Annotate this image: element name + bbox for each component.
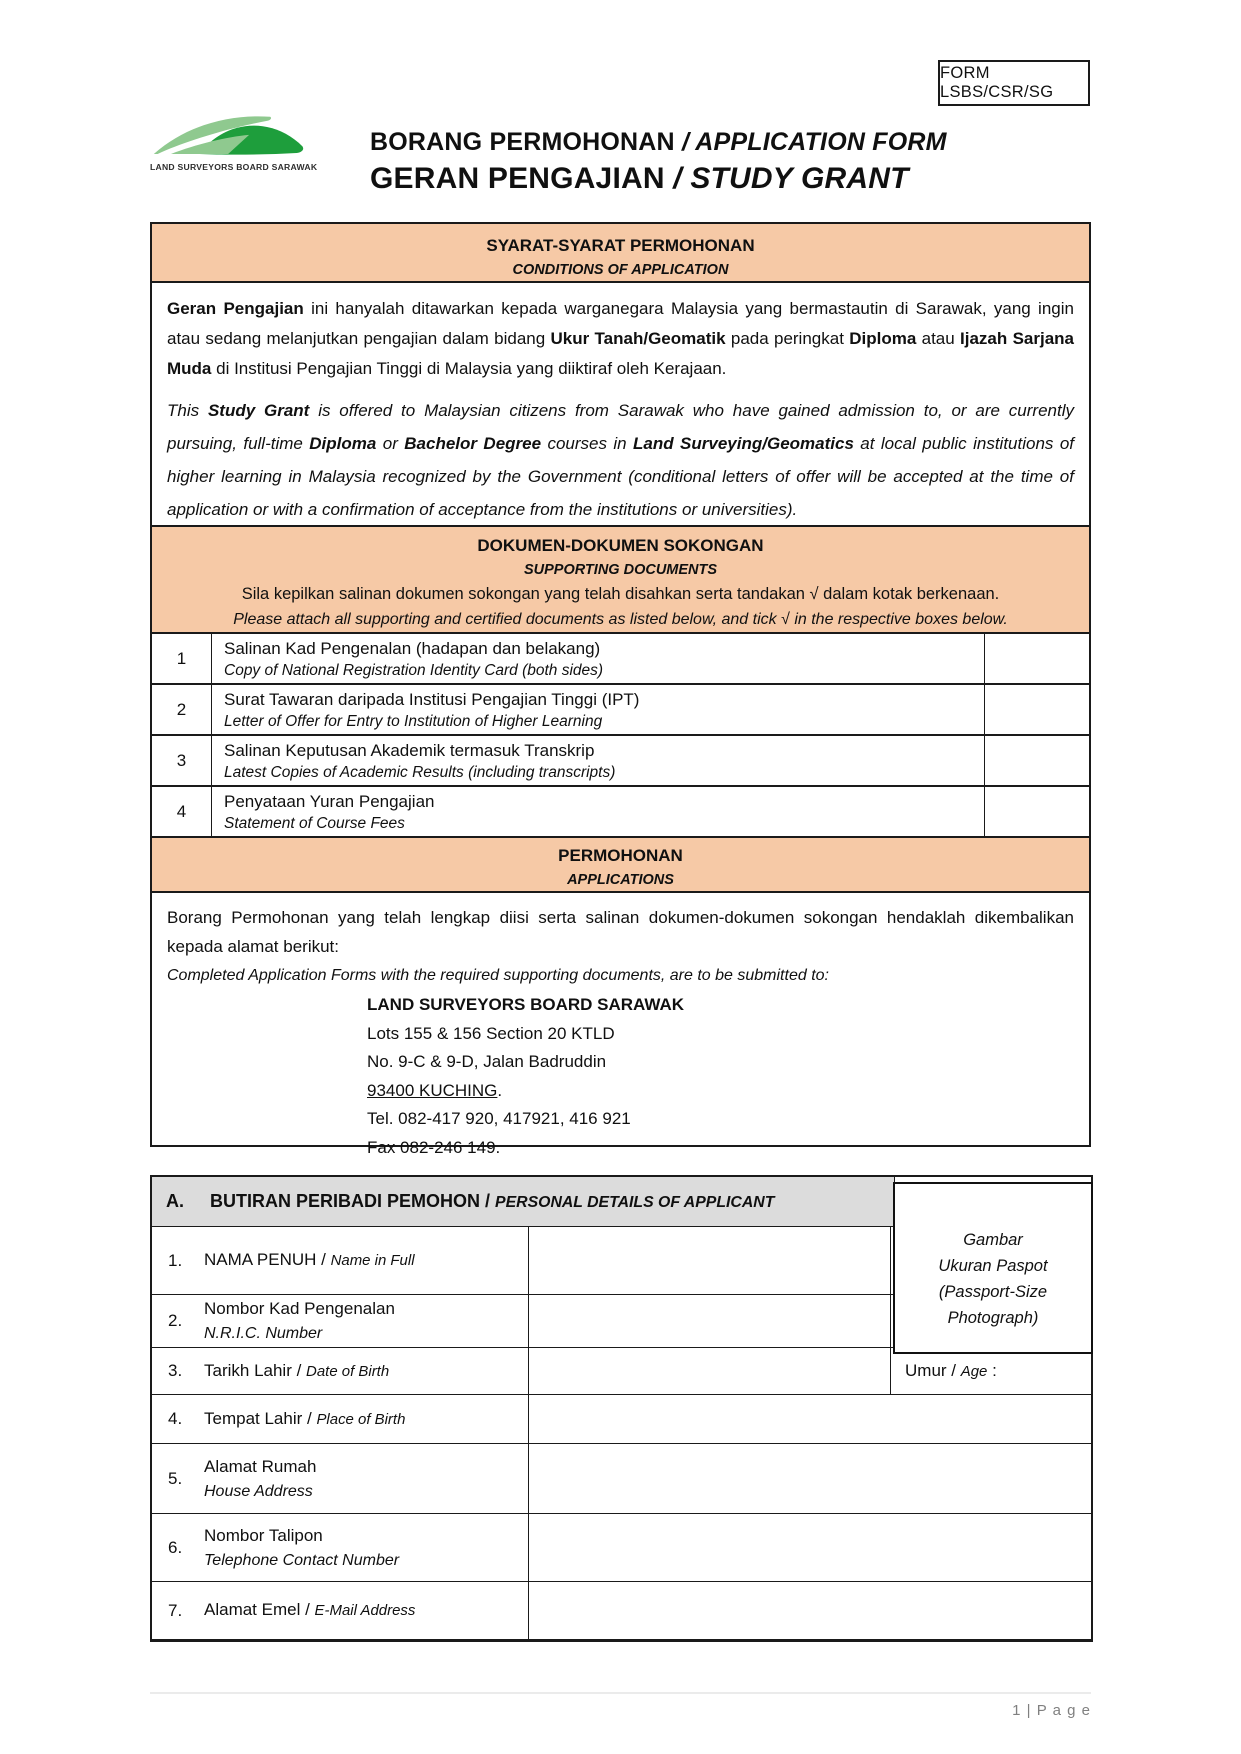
age-cell[interactable] xyxy=(891,1348,1091,1394)
dob-label: Tarikh Lahir / Date of Birth xyxy=(204,1360,390,1380)
photo-box-line-1: Gambar xyxy=(963,1231,1023,1249)
field-row-dob xyxy=(152,1348,1091,1395)
telephone-label-cell xyxy=(152,1514,529,1581)
logo-caption: LAND SURVEYORS BOARD SARAWAK xyxy=(150,162,318,172)
info-table xyxy=(150,222,1091,1157)
document-3-description xyxy=(212,736,984,785)
document-1-tick-box[interactable] xyxy=(984,634,1089,683)
house-address-label-en: House Address xyxy=(204,1482,313,1500)
document-1-title-ms: Salinan Kad Pengenalan (hadapan dan belakang) xyxy=(224,638,601,658)
telephone-input[interactable] xyxy=(529,1514,1091,1581)
telephone-label-ms: Nombor Talipon xyxy=(204,1525,323,1545)
form-code-label: FORM LSBS/CSR/SG xyxy=(940,64,1054,101)
conditions-heading-ms: SYARAT-SYARAT PERMOHONAN xyxy=(486,236,755,255)
document-row-4 xyxy=(152,787,1089,838)
photo-box-line-4: Photograph) xyxy=(947,1309,1039,1327)
place-of-birth-label: Tempat Lahir / Place of Birth xyxy=(204,1408,406,1428)
documents-note-en: Please attach all supporting and certified documents as listed below, and tick √ in the respective boxes below. xyxy=(233,611,1008,628)
place-of-birth-input[interactable] xyxy=(529,1395,1091,1443)
field-row-email xyxy=(152,1582,1091,1640)
address-line-3: No. 9-C & 9-D, Jalan Badruddin xyxy=(367,1052,607,1071)
submission-body xyxy=(152,893,1089,1162)
document-row-1 xyxy=(152,634,1089,685)
documents-heading-en: SUPPORTING DOCUMENTS xyxy=(523,562,718,578)
address-line-5: Tel. 082-417 920, 417921, 416 921 xyxy=(367,1109,631,1128)
document-2-title-ms: Surat Tawaran daripada Institusi Pengajian Tinggi (IPT) xyxy=(224,689,640,709)
address-line-4: 93400 KUCHING. xyxy=(367,1080,503,1100)
nric-input[interactable] xyxy=(529,1295,891,1347)
document-4-number: 4 xyxy=(152,787,212,836)
lsbs-logo-icon xyxy=(150,110,312,156)
document-2-description xyxy=(212,685,984,734)
document-row-3 xyxy=(152,736,1089,787)
age-label: Umur / Age : xyxy=(905,1361,997,1380)
email-label: Alamat Emel / E-Mail Address xyxy=(204,1600,416,1619)
document-3-title-en: Latest Copies of Academic Results (including transcripts) xyxy=(224,763,616,781)
document-1-description xyxy=(212,634,984,683)
footer-divider xyxy=(150,1692,1091,1694)
document-4-tick-box[interactable] xyxy=(984,787,1089,836)
name-label: NAMA PENUH / Name in Full xyxy=(204,1250,415,1269)
document-2-tick-box[interactable] xyxy=(984,685,1089,734)
lsbs-logo xyxy=(150,110,318,172)
house-address-row-number: 5. xyxy=(168,1468,183,1488)
document-4-title-ms: Penyataan Yuran Pengajian xyxy=(224,791,435,811)
document-4-title-en: Statement of Course Fees xyxy=(224,814,405,832)
field-row-house-address xyxy=(152,1444,1091,1514)
nric-label-ms: Nombor Kad Pengenalan xyxy=(204,1299,395,1318)
email-input[interactable] xyxy=(529,1582,1091,1639)
document-1-title-en: Copy of National Registration Identity Card (both sides) xyxy=(224,661,604,679)
page-number: 1 | P a g e xyxy=(1012,1702,1091,1719)
place-of-birth-row-number: 4. xyxy=(168,1409,183,1428)
form-code-box xyxy=(938,60,1090,106)
name-in-full-input[interactable] xyxy=(529,1227,891,1294)
house-address-input[interactable] xyxy=(529,1444,1091,1513)
section-a-letter: A. xyxy=(166,1191,184,1211)
name-label-cell xyxy=(152,1227,529,1294)
document-2-title-en: Letter of Offer for Entry to Institution of Higher Learning xyxy=(224,712,603,730)
conditions-heading-en: CONDITIONS OF APPLICATION xyxy=(512,262,729,278)
submission-heading-ms: PERMOHONAN xyxy=(558,846,683,865)
document-title xyxy=(370,126,947,198)
title-line-2: GERAN PENGAJIAN / STUDY GRANT xyxy=(370,162,909,195)
email-row-number: 7. xyxy=(168,1600,183,1620)
conditions-paragraph-en: This Study Grant is offered to Malaysian citizens from Sarawak who have gained admission to, or are currently pursuing, full-time Diploma or Bachelor Degree courses in Land Surveying/Geomatics at local public institutions of higher learning in Malaysia recognized by the Government (conditional letters of offer will be accepted at the time of application or with a confirmation of acceptance from the institutions or universities). xyxy=(167,401,1074,519)
submission-text-en: Completed Application Forms with the required supporting documents, are to be submitted to: xyxy=(167,967,829,984)
nric-row-number: 2. xyxy=(168,1311,183,1330)
address-line-6: Fax 082-246 149. xyxy=(367,1137,501,1157)
submission-heading-en: APPLICATIONS xyxy=(567,872,674,888)
submission-address xyxy=(367,991,1074,1162)
field-row-telephone xyxy=(152,1514,1091,1582)
place-of-birth-label-cell xyxy=(152,1395,529,1443)
document-1-number: 1 xyxy=(152,634,212,683)
telephone-row-number: 6. xyxy=(168,1537,183,1557)
conditions-header xyxy=(152,224,1089,283)
house-address-label-ms: Alamat Rumah xyxy=(204,1456,317,1476)
conditions-paragraph-ms: Geran Pengajian ini hanyalah ditawarkan kepada warganegara Malaysia yang bermastautin di Sarawak, yang ingin atau sedang melanjutkan pengajian dalam bidang Ukur Tanah/Geomatik pada peringkat Diploma atau Ijazah Sarjana Muda di Institusi Pengajian Tinggi di Malaysia yang diiktiraf oleh Kerajaan. xyxy=(167,299,1075,378)
documents-note-ms: Sila kepilkan salinan dokumen sokongan yang telah disahkan serta tandakan √ dalam kotak berkenaan. xyxy=(241,585,1000,603)
address-line-1: LAND SURVEYORS BOARD SARAWAK xyxy=(367,995,685,1014)
nric-label-cell xyxy=(152,1295,529,1347)
telephone-label-en: Telephone Contact Number xyxy=(204,1551,400,1569)
nric-label-en: N.R.I.C. Number xyxy=(204,1325,323,1342)
house-address-label-cell xyxy=(152,1444,529,1513)
field-row-place-of-birth xyxy=(152,1395,1091,1444)
name-row-number: 1. xyxy=(168,1250,183,1270)
email-label-cell xyxy=(152,1582,529,1639)
submission-text-ms: Borang Permohonan yang telah lengkap diisi serta salinan dokumen-dokumen sokongan hendaklah dikembalikan kepada alamat berikut: xyxy=(167,908,1074,956)
conditions-body xyxy=(152,283,1089,527)
photo-box-line-3: (Passport-Size xyxy=(938,1283,1048,1301)
title-line-1: BORANG PERMOHONAN / APPLICATION FORM xyxy=(370,128,947,156)
section-a-title: BUTIRAN PERIBADI PEMOHON / PERSONAL DETAILS OF APPLICANT xyxy=(210,1191,775,1211)
address-line-2: Lots 155 & 156 Section 20 KTLD xyxy=(367,1023,615,1043)
submission-header xyxy=(152,838,1089,893)
section-a-header-bar xyxy=(152,1177,895,1226)
document-3-number: 3 xyxy=(152,736,212,785)
document-3-title-ms: Salinan Keputusan Akademik termasuk Transkrip xyxy=(224,740,595,760)
section-a-personal-details xyxy=(150,1175,1093,1642)
photo-box-line-2: Ukuran Paspot xyxy=(938,1257,1048,1275)
passport-photo-box[interactable] xyxy=(893,1182,1093,1354)
document-4-description xyxy=(212,787,984,836)
document-row-2 xyxy=(152,685,1089,736)
documents-header xyxy=(152,527,1089,634)
document-2-number: 2 xyxy=(152,685,212,734)
dob-label-cell xyxy=(152,1348,529,1394)
documents-heading-ms: DOKUMEN-DOKUMEN SOKONGAN xyxy=(477,536,764,555)
document-3-tick-box[interactable] xyxy=(984,736,1089,785)
dob-row-number: 3. xyxy=(168,1361,183,1380)
dob-input[interactable] xyxy=(529,1348,891,1394)
